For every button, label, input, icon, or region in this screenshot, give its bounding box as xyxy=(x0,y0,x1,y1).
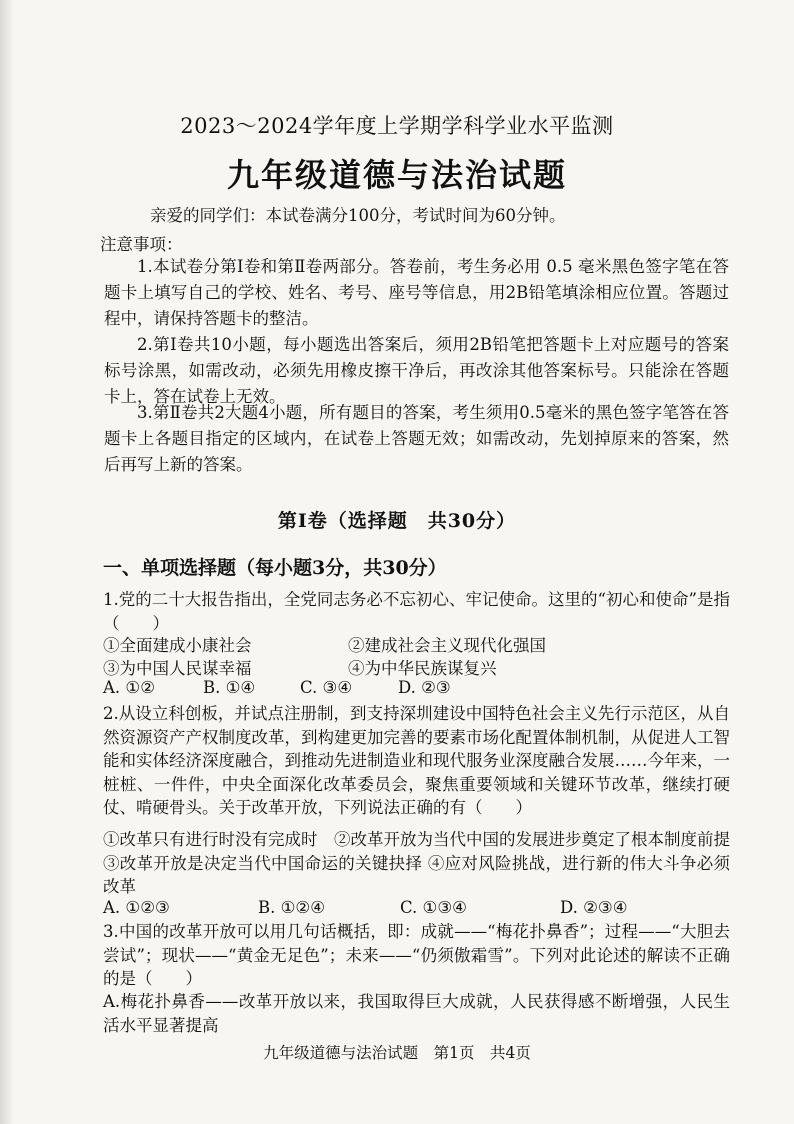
notice-item-2: 2.第Ⅰ卷共10小题，每小题选出答案后，须用2B铅笔把答题卡上对应题号的答案标号涂黑，如需改动，必须先用橡皮擦干净后，再改涂其他答案标号。只能涂在答题卡上，答在试卷上无效。 xyxy=(104,335,729,406)
question-1-choice-d: D. ②③ xyxy=(398,678,451,697)
question-1-choice-b: B. ①④ xyxy=(203,678,256,697)
question-2-choice-c: C. ①③④ xyxy=(400,898,467,917)
section-title: 第Ⅰ卷（选择题 共30分） xyxy=(277,510,517,532)
question-1-choice-c: C. ③④ xyxy=(300,678,353,697)
greeting-line: 亲爱的同学们：本试卷满分100分，考试时间为60分钟。 xyxy=(150,206,566,225)
question-1-item-2: ②建成社会主义现代化强国 xyxy=(348,636,546,655)
question-2-choice-a: A. ①②③ xyxy=(103,898,170,917)
question-2-choice-b: B. ①②④ xyxy=(258,898,325,917)
question-1-item-4: ④为中华民族谋复兴 xyxy=(348,659,497,678)
question-3-stem: 3.中国的改革开放可以用几句话概括，即：成就——“梅花扑鼻香”；过程——“大胆去尝试”；现状——“黄金无足色”；未来——“仍须傲霜雪”。下列对此论述的解读不正确的是（ ） xyxy=(103,922,730,988)
question-2-choice-d: D. ②③④ xyxy=(560,898,628,917)
question-1-choice-a: A. ①② xyxy=(103,678,155,697)
question-1-item-1: ①全面建成小康社会 xyxy=(103,636,252,655)
exam-title: 九年级道德与法治试题 xyxy=(226,156,567,194)
notice-item-1: 1.本试卷分第Ⅰ卷和第Ⅱ卷两部分。答卷前，考生务必用 0.5 毫米黑色签字笔在答题卡上填写自己的学校、姓名、考号、座号等信息，用2B铅笔填涂相应位置。答题过程中，请保持答题卡的整洁。 xyxy=(104,257,729,328)
question-2-stem: 2.从设立科创板，并试点注册制，到支持深圳建设中国特色社会主义先行示范区，从自然资源资产产权制度改革，到构建更加完善的要素市场化配置体制机制，从促进人工智能和实体经济深度融合，到推动先进制造业和现代服务业深度融合发展……今年来，一桩桩、一件件，中央全面深化改革委员会，聚焦重要领域和关键环节改革，继续打硬仗、啃硬骨头。关于改革开放，下列说法正确的有（ ） xyxy=(103,704,730,817)
part-heading: 一、单项选择题（每小题3分，共30分） xyxy=(103,557,447,579)
exam-header: 2023～2024学年度上学期学科学业水平监测 xyxy=(180,114,614,138)
question-1-item-3: ③为中国人民谋幸福 xyxy=(103,659,252,678)
notice-item-3: 3.第Ⅱ卷共2大题4小题，所有题目的答案，考生须用0.5毫米的黑色签字笔答在答题卡上各题目指定的区域内，在试卷上答题无效；如需改动，先划掉原来的答案，然后再写上新的答案。 xyxy=(104,403,729,474)
question-3-option-a: A.梅花扑鼻香——改革开放以来，我国取得巨大成就，人民获得感不断增强，人民生活水平显著提高 xyxy=(103,992,730,1035)
question-2-items: ①改革只有进行时没有完成时 ②改革开放为当代中国的发展进步奠定了根本制度前提③改革开放是决定当代中国命运的关键抉择 ④应对风险挑战，进行新的伟大斗争必须改革 xyxy=(103,830,730,896)
notice-heading: 注意事项： xyxy=(100,235,183,254)
page-footer: 九年级道德与法治试题 第1页 共4页 xyxy=(263,1044,531,1062)
question-1-stem: 1.党的二十大报告指出，全党同志务必不忘初心、牢记使命。这里的“初心和使命”是指（ ） xyxy=(103,590,730,633)
